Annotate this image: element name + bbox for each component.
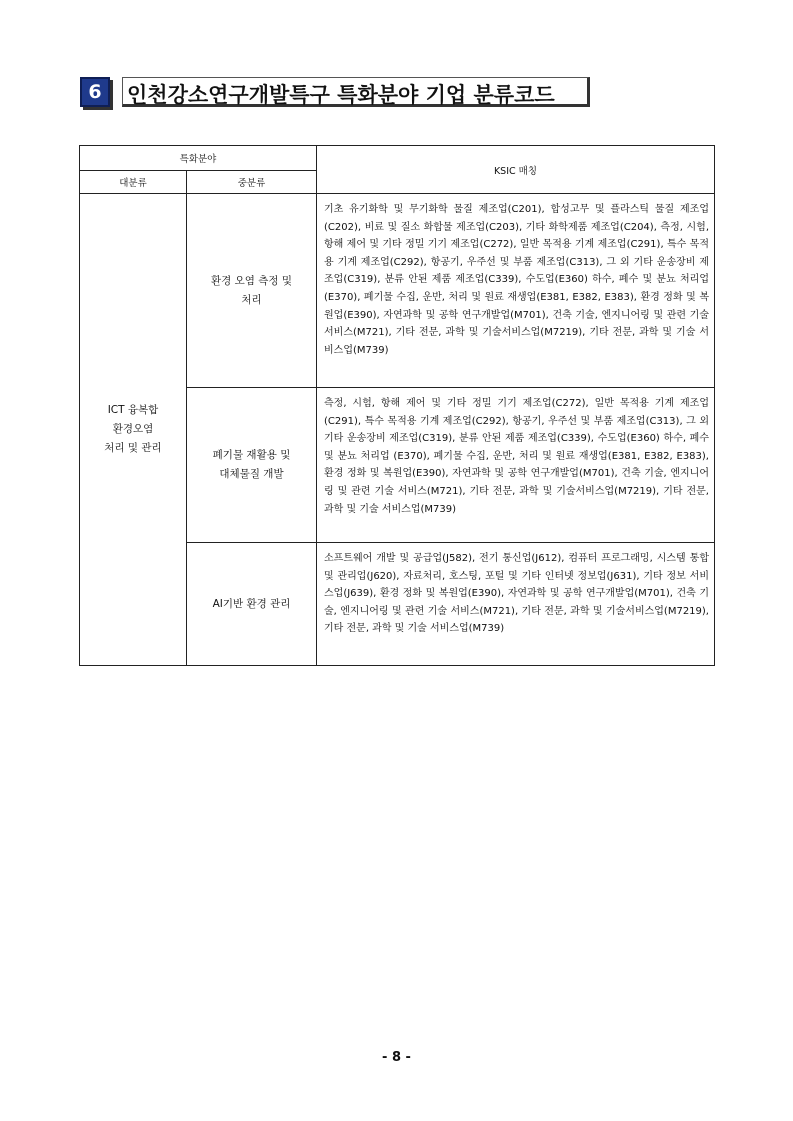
page-number: - 8 - [382,1050,411,1065]
mid-category-cell [187,388,317,543]
section-number-badge: 6 [80,77,110,107]
major-category-line: 처리 및 관리 [104,442,162,454]
mid-category-cell [187,543,317,666]
section-title: 인천강소연구개발특구 특화분야 기업 분류코드 [127,83,555,107]
mid-category-line: 폐기물 재활용 및 [212,449,291,461]
major-category-line: 환경오염 [112,423,154,435]
mid-category-line: 대체물질 개발 [219,468,284,480]
classification-table [79,145,715,666]
ksic-cell: 측정, 시험, 항해 제어 및 기타 정밀 기기 제조업(C272), 일반 목적용 기계 제조업(C291), 특수 목적용 기계 제조업(C292), 항공기, 우주선 및 부품 제조업(C313), 그 외 기타 운송장비 제조업(C319), 분류 안된 제품 제조업(C339), 수도업(E360) 하수, 폐수 및 분뇨 처리업 (E370), 폐기물 수집, 운반, 처리 및 원료 재생업(E381, E382, E383), 환경 정화 및 복원업(E390), 자연과학 및 공학 연구개발업(M701), 건축 기술, 엔지니어링 및 관련 기술 서비스(M721), 기타 전문, 과학 및 기술서비스업(M7219), 기타 전문, 과학 및 기술 서비스업(M739) [317,388,715,543]
ksic-cell: 기초 유기화학 및 무기화학 물질 제조업(C201), 합성고무 및 플라스틱 물질 제조업(C202), 비료 및 질소 화합물 제조업(C203), 기타 화학제품 제조업(C204), 측정, 시험, 항해 제어 및 기타 정밀 기기 제조업(C272), 일반 목적용 기계 제조업(C291), 특수 목적용 기계 제조업(C292), 항공기, 우주선 및 부품 제조업(C313), 그 외 기타 운송장비 제조업(C319), 분류 안된 제품 제조업(C339), 수도업(E360) 하수, 폐수 및 분뇨 처리업 (E370), 폐기물 수집, 운반, 처리 및 원료 재생업(E381, E382, E383), 환경 정화 및 복원업(E390), 자연과학 및 공학 연구개발업(M701), 건축 기술, 엔지니어링 및 관련 기술 서비스(M721), 기타 전문, 과학 및 기술서비스업(M7219), 기타 전문, 과학 및 기술 서비스업(M739) [317,194,715,388]
ksic-cell: 소프트웨어 개발 및 공급업(J582), 전기 통신업(J612), 컴퓨터 프로그래밍, 시스템 통합 및 관리업(J620), 자료처리, 호스팅, 포털 및 기타 인터넷 정보업(J631), 기타 정보 서비스업(J639), 환경 정화 및 복원업(E390), 자연과학 및 공학 연구개발업(M701), 건축 기술, 엔지니어링 및 관련 기술 서비스(M721), 기타 전문, 과학 및 기술서비스업(M7219), 기타 전문, 과학 및 기술 서비스업(M739) [317,543,715,666]
header-mid-category: 중분류 [187,171,317,194]
header-specialized-field: 특화분야 [80,146,317,171]
header-major-category: 대분류 [80,171,187,194]
major-category-line: ICT 융복합 [107,404,159,416]
mid-category-line: 처리 [241,293,262,306]
header-ksic-matching: KSIC 매칭 [317,146,715,194]
mid-category-line: AI기반 환경 관리 [212,597,291,610]
section-header [80,77,594,110]
mid-category-cell [187,194,317,388]
mid-category-line: 환경 오염 측정 및 [210,274,292,287]
section-title-box [122,77,590,107]
major-category-cell [80,194,187,666]
